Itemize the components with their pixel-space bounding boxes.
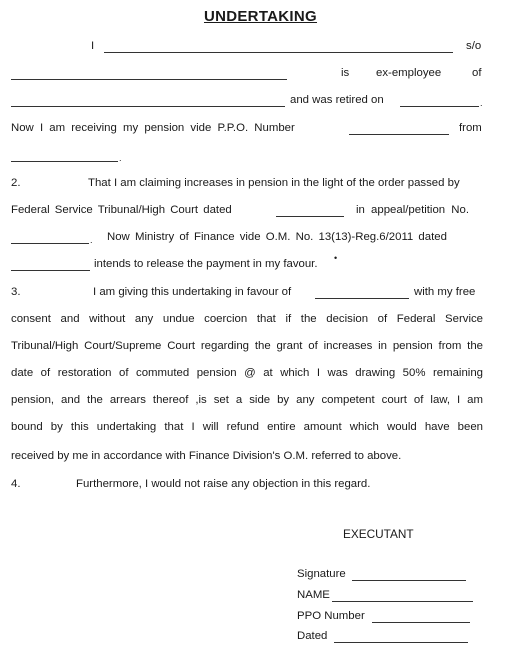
court-date-blank[interactable]	[276, 216, 344, 217]
stray-mark: •	[334, 253, 338, 263]
para2-number: 2.	[11, 177, 21, 189]
para2-line1: That I am claiming increases in pension in the light of the order passed by	[88, 177, 460, 189]
executant-date-blank[interactable]	[334, 642, 468, 643]
pension-from-blank[interactable]	[11, 161, 118, 162]
retirement-date-blank[interactable]	[400, 106, 479, 107]
para3-line6: bound by this undertaking that I will refund entire amount which would have been	[11, 421, 483, 433]
para4-number: 4.	[11, 478, 21, 490]
name-blank[interactable]	[104, 52, 453, 53]
father-name-blank[interactable]	[11, 79, 287, 80]
para3-number: 3.	[11, 286, 21, 298]
period-mark: .	[119, 153, 122, 163]
ppo-label: PPO Number	[297, 610, 365, 622]
ppo-number-blank[interactable]	[349, 134, 449, 135]
department-blank[interactable]	[11, 106, 285, 107]
om-date-blank[interactable]	[11, 270, 90, 271]
intro-i: I	[91, 40, 95, 52]
intro-retired: and was retired on	[290, 94, 384, 106]
executant-heading: EXECUTANT	[343, 527, 414, 541]
executant-ppo-blank[interactable]	[372, 622, 470, 623]
intro-of: of	[472, 67, 482, 79]
para3-line4: date of restoration of commuted pension @ at which I was drawing 50% remaining	[11, 367, 483, 379]
para2-line4: intends to release the payment in my favour.	[94, 258, 318, 270]
period-mark: .	[480, 98, 483, 108]
para3-line1b: with my free	[414, 286, 476, 298]
para2-line2a: Federal Service Tribunal/High Court dated	[11, 204, 232, 216]
para3-line5: pension, and the arrears thereof ,is set a side by any competent court of law, I am	[11, 394, 483, 406]
executant-name-blank[interactable]	[332, 601, 473, 602]
para2-line2b: in appeal/petition No.	[356, 204, 470, 216]
intro-is: is	[341, 67, 350, 79]
signature-label: Signature	[297, 568, 346, 580]
para4-text: Furthermore, I would not raise any objection in this regard.	[76, 478, 371, 490]
page-title: UNDERTAKING	[203, 8, 318, 25]
intro-from: from	[459, 122, 482, 134]
para3-line1a: I am giving this undertaking in favour of	[93, 286, 292, 298]
period-mark: .	[90, 235, 93, 245]
intro-ppo-line: Now I am receiving my pension vide P.P.O. Number	[11, 122, 295, 134]
para3-line7: received by me in accordance with Finance Division's O.M. referred to above.	[11, 450, 402, 462]
name-label: NAME	[297, 589, 330, 601]
para3-line3: Tribunal/High Court/Supreme Court regarding the grant of increases in pension from the	[11, 340, 483, 352]
dated-label: Dated	[297, 630, 328, 642]
para3-line2: consent and without any undue coercion that if the decision of Federal Service	[11, 313, 483, 325]
in-favour-of-blank[interactable]	[315, 298, 409, 299]
petition-number-blank[interactable]	[11, 243, 89, 244]
intro-so: s/o	[466, 40, 482, 52]
signature-blank[interactable]	[352, 580, 466, 581]
para2-line3: Now Ministry of Finance vide O.M. No. 13(13)-Reg.6/2011 dated	[107, 231, 447, 243]
intro-ex-employee: ex-employee	[376, 67, 442, 79]
